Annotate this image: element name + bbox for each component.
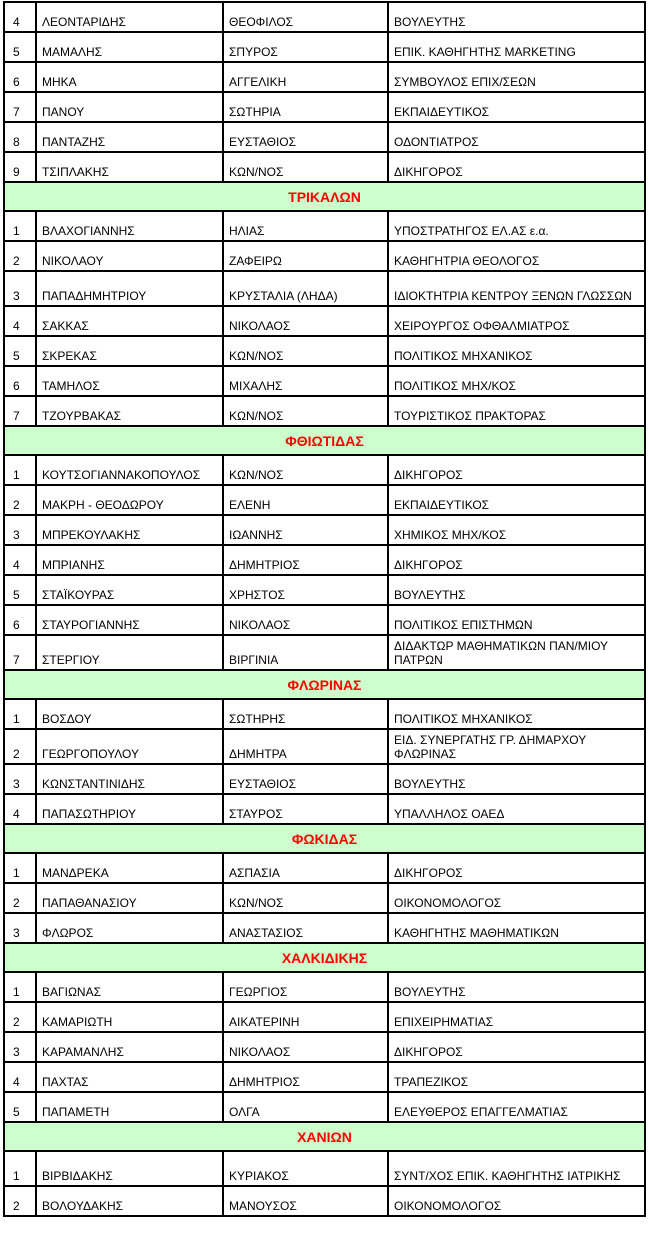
- row-number: 5: [4, 575, 36, 605]
- row-number: 4: [4, 306, 36, 336]
- surname-cell: ΓΕΩΡΓΟΠΟΥΛΟΥ: [36, 729, 223, 764]
- surname-cell: ΤΖΟΥΡΒΑΚΑΣ: [36, 396, 223, 426]
- section-title: ΦΘΙΩΤΙΔΑΣ: [4, 426, 645, 455]
- surname-cell: ΠΑΝΟΥ: [36, 92, 223, 122]
- table-row: [4, 764, 645, 794]
- row-number: 4: [4, 1062, 36, 1092]
- first-name-cell: ΔΗΜΗΤΡΙΟΣ: [223, 1062, 388, 1092]
- profession-cell: ΒΟΥΛΕΥΤΗΣ: [388, 764, 645, 794]
- surname-cell: ΣΑΚΚΑΣ: [36, 306, 223, 336]
- surname-cell: ΚΟΥΤΣΟΓΙΑΝΝΑΚΟΠΟΥΛΟΣ: [36, 455, 223, 485]
- table-row: [4, 2, 645, 32]
- table-row: [4, 605, 645, 635]
- row-number: 2: [4, 1186, 36, 1216]
- section-title: ΧΑΝΙΩΝ: [4, 1122, 645, 1151]
- row-number: 2: [4, 883, 36, 913]
- surname-cell: ΠΑΠΑΜΕΤΗ: [36, 1092, 223, 1122]
- surname-cell: ΠΑΝΤΑΖΗΣ: [36, 122, 223, 152]
- first-name-cell: ΑΙΚΑΤΕΡΙΝΗ: [223, 1002, 388, 1032]
- table-row: [4, 515, 645, 545]
- table-row: [4, 455, 645, 485]
- profession-cell: ΠΟΛΙΤΙΚΟΣ ΜΗΧ/ΚΟΣ: [388, 366, 645, 396]
- profession-cell: ΒΟΥΛΕΥΤΗΣ: [388, 2, 645, 32]
- surname-cell: ΠΑΠΑΣΩΤΗΡΙΟΥ: [36, 794, 223, 824]
- profession-cell: ΙΔΙΟΚΤΗΤΡΙΑ ΚΕΝΤΡΟΥ ΞΕΝΩΝ ΓΛΩΣΣΩΝ: [388, 271, 645, 306]
- row-number: 5: [4, 336, 36, 366]
- surname-cell: ΣΤΑΪΚΟΥΡΑΣ: [36, 575, 223, 605]
- row-number: 3: [4, 271, 36, 306]
- table-row: [4, 32, 645, 62]
- row-number: 6: [4, 366, 36, 396]
- section-title: ΧΑΛΚΙΔΙΚΗΣ: [4, 943, 645, 972]
- table-row: [4, 545, 645, 575]
- first-name-cell: ΚΩΝ/ΝΟΣ: [223, 152, 388, 182]
- row-number: 3: [4, 515, 36, 545]
- table-row: [4, 306, 645, 336]
- section-header: [4, 943, 645, 972]
- first-name-cell: ΕΥΣΤΑΘΙΟΣ: [223, 764, 388, 794]
- first-name-cell: ΖΑΦΕΙΡΩ: [223, 241, 388, 271]
- first-name-cell: ΚΩΝ/ΝΟΣ: [223, 455, 388, 485]
- row-number: 2: [4, 241, 36, 271]
- table-row: [4, 152, 645, 182]
- candidates-table: [3, 1, 646, 1217]
- first-name-cell: ΑΓΓΕΛΙΚΗ: [223, 62, 388, 92]
- surname-cell: ΒΟΛΟΥΔΑΚΗΣ: [36, 1186, 223, 1216]
- section-title: ΦΛΩΡΙΝΑΣ: [4, 670, 645, 699]
- first-name-cell: ΔΗΜΗΤΡΙΟΣ: [223, 545, 388, 575]
- first-name-cell: ΣΤΑΥΡΟΣ: [223, 794, 388, 824]
- profession-cell: ΠΟΛΙΤΙΚΟΣ ΕΠΙΣΤΗΜΩΝ: [388, 605, 645, 635]
- first-name-cell: ΟΛΓΑ: [223, 1092, 388, 1122]
- surname-cell: ΣΚΡΕΚΑΣ: [36, 336, 223, 366]
- row-number: 3: [4, 913, 36, 943]
- surname-cell: ΜΑΚΡΗ - ΘΕΟΔΩΡΟΥ: [36, 485, 223, 515]
- first-name-cell: ΑΝΑΣΤΑΣΙΟΣ: [223, 913, 388, 943]
- first-name-cell: ΚΥΡΙΑΚΟΣ: [223, 1151, 388, 1186]
- surname-cell: ΒΟΣΔΟΥ: [36, 699, 223, 729]
- table-row: [4, 972, 645, 1002]
- surname-cell: ΛΕΟΝΤΑΡΙΔΗΣ: [36, 2, 223, 32]
- table-row: [4, 1151, 645, 1186]
- surname-cell: ΒΙΡΒΙΔΑΚΗΣ: [36, 1151, 223, 1186]
- surname-cell: ΤΑΜΗΛΟΣ: [36, 366, 223, 396]
- profession-cell: ΥΠΟΣΤΡΑΤΗΓΟΣ ΕΛ.ΑΣ ε.α.: [388, 211, 645, 241]
- profession-cell: ΒΟΥΛΕΥΤΗΣ: [388, 575, 645, 605]
- row-number: 5: [4, 1092, 36, 1122]
- table-row: [4, 853, 645, 883]
- surname-cell: ΠΑΠΑΘΑΝΑΣΙΟΥ: [36, 883, 223, 913]
- first-name-cell: ΔΗΜΗΤΡΑ: [223, 729, 388, 764]
- surname-cell: ΚΩΝΣΤΑΝΤΙΝΙΔΗΣ: [36, 764, 223, 794]
- table-row: [4, 366, 645, 396]
- section-header: [4, 426, 645, 455]
- section-header: [4, 824, 645, 853]
- table-row: [4, 883, 645, 913]
- surname-cell: ΜΗΚΑ: [36, 62, 223, 92]
- row-number: 2: [4, 485, 36, 515]
- section-header: [4, 182, 645, 211]
- table-row: [4, 1186, 645, 1216]
- row-number: 2: [4, 729, 36, 764]
- table-row: [4, 1062, 645, 1092]
- row-number: 7: [4, 396, 36, 426]
- surname-cell: ΦΛΩΡΟΣ: [36, 913, 223, 943]
- surname-cell: ΜΠΡΙΑΝΗΣ: [36, 545, 223, 575]
- surname-cell: ΣΤΑΥΡΟΓΙΑΝΝΗΣ: [36, 605, 223, 635]
- profession-cell: ΕΠΙΧΕΙΡΗΜΑΤΙΑΣ: [388, 1002, 645, 1032]
- first-name-cell: ΕΥΣΤΑΘΙΟΣ: [223, 122, 388, 152]
- profession-cell: ΤΟΥΡΙΣΤΙΚΟΣ ΠΡΑΚΤΟΡΑΣ: [388, 396, 645, 426]
- profession-cell: ΕΙΔ. ΣΥΝΕΡΓΑΤΗΣ ΓΡ. ΔΗΜΑΡΧΟΥ ΦΛΩΡΙΝΑΣ: [388, 729, 645, 764]
- surname-cell: ΒΑΓΙΩΝΑΣ: [36, 972, 223, 1002]
- surname-cell: ΜΑΜΑΛΗΣ: [36, 32, 223, 62]
- first-name-cell: ΝΙΚΟΛΑΟΣ: [223, 306, 388, 336]
- first-name-cell: ΚΩΝ/ΝΟΣ: [223, 396, 388, 426]
- row-number: 6: [4, 605, 36, 635]
- first-name-cell: ΣΩΤΗΡΗΣ: [223, 699, 388, 729]
- row-number: 4: [4, 545, 36, 575]
- profession-cell: ΔΙΚΗΓΟΡΟΣ: [388, 853, 645, 883]
- first-name-cell: ΙΩΑΝΝΗΣ: [223, 515, 388, 545]
- row-number: 6: [4, 62, 36, 92]
- profession-cell: ΔΙΔΑΚΤΩΡ ΜΑΘΗΜΑΤΙΚΩΝ ΠΑΝ/ΜΙΟΥ ΠΑΤΡΩΝ: [388, 635, 645, 670]
- profession-cell: ΒΟΥΛΕΥΤΗΣ: [388, 972, 645, 1002]
- row-number: 1: [4, 972, 36, 1002]
- profession-cell: ΠΟΛΙΤΙΚΟΣ ΜΗΧΑΝΙΚΟΣ: [388, 336, 645, 366]
- profession-cell: ΔΙΚΗΓΟΡΟΣ: [388, 152, 645, 182]
- surname-cell: ΚΑΜΑΡΙΩΤΗ: [36, 1002, 223, 1032]
- table-row: [4, 699, 645, 729]
- profession-cell: ΚΑΘΗΓΗΤΡΙΑ ΘΕΟΛΟΓΟΣ: [388, 241, 645, 271]
- profession-cell: ΧΕΙΡΟΥΡΓΟΣ ΟΦΘΑΛΜΙΑΤΡΟΣ: [388, 306, 645, 336]
- candidates-table-body: [4, 2, 645, 1216]
- row-number: 7: [4, 635, 36, 670]
- first-name-cell: ΓΕΩΡΓΙΟΣ: [223, 972, 388, 1002]
- profession-cell: ΕΛΕΥΘΕΡΟΣ ΕΠΑΓΓΕΛΜΑΤΙΑΣ: [388, 1092, 645, 1122]
- surname-cell: ΠΑΧΤΑΣ: [36, 1062, 223, 1092]
- table-row: [4, 729, 645, 764]
- profession-cell: ΟΔΟΝΤΙΑΤΡΟΣ: [388, 122, 645, 152]
- surname-cell: ΒΛΑΧΟΓΙΑΝΝΗΣ: [36, 211, 223, 241]
- table-row: [4, 1092, 645, 1122]
- first-name-cell: ΑΣΠΑΣΙΑ: [223, 853, 388, 883]
- profession-cell: ΧΗΜΙΚΟΣ ΜΗΧ/ΚΟΣ: [388, 515, 645, 545]
- table-row: [4, 1002, 645, 1032]
- row-number: 8: [4, 122, 36, 152]
- surname-cell: ΜΠΡΕΚΟΥΛΑΚΗΣ: [36, 515, 223, 545]
- first-name-cell: ΚΡΥΣΤΑΛΙΑ (ΛΗΔΑ): [223, 271, 388, 306]
- first-name-cell: ΝΙΚΟΛΑΟΣ: [223, 605, 388, 635]
- table-row: [4, 271, 645, 306]
- row-number: 1: [4, 455, 36, 485]
- first-name-cell: ΣΩΤΗΡΙΑ: [223, 92, 388, 122]
- first-name-cell: ΚΩΝ/ΝΟΣ: [223, 336, 388, 366]
- first-name-cell: ΝΙΚΟΛΑΟΣ: [223, 1032, 388, 1062]
- row-number: 2: [4, 1002, 36, 1032]
- profession-cell: ΣΥΝΤ/ΧΟΣ ΕΠΙΚ. ΚΑΘΗΓΗΤΗΣ ΙΑΤΡΙΚΗΣ: [388, 1151, 645, 1186]
- first-name-cell: ΒΙΡΓΙΝΙΑ: [223, 635, 388, 670]
- profession-cell: ΕΚΠΑΙΔΕΥΤΙΚΟΣ: [388, 485, 645, 515]
- profession-cell: ΕΚΠΑΙΔΕΥΤΙΚΟΣ: [388, 92, 645, 122]
- section-title: ΤΡΙΚΑΛΩΝ: [4, 182, 645, 211]
- row-number: 4: [4, 794, 36, 824]
- row-number: 9: [4, 152, 36, 182]
- profession-cell: ΕΠΙΚ. ΚΑΘΗΓΗΤΗΣ MARKETING: [388, 32, 645, 62]
- profession-cell: ΚΑΘΗΓΗΤΗΣ ΜΑΘΗΜΑΤΙΚΩΝ: [388, 913, 645, 943]
- section-header: [4, 670, 645, 699]
- first-name-cell: ΗΛΙΑΣ: [223, 211, 388, 241]
- surname-cell: ΚΑΡΑΜΑΝΛΗΣ: [36, 1032, 223, 1062]
- table-row: [4, 575, 645, 605]
- table-row: [4, 794, 645, 824]
- section-title: ΦΩΚΙΔΑΣ: [4, 824, 645, 853]
- table-row: [4, 396, 645, 426]
- surname-cell: ΠΑΠΑΔΗΜΗΤΡΙΟΥ: [36, 271, 223, 306]
- profession-cell: ΔΙΚΗΓΟΡΟΣ: [388, 455, 645, 485]
- profession-cell: ΣΥΜΒΟΥΛΟΣ ΕΠΙΧ/ΣΕΩΝ: [388, 62, 645, 92]
- surname-cell: ΝΙΚΟΛΑΟΥ: [36, 241, 223, 271]
- table-row: [4, 211, 645, 241]
- row-number: 1: [4, 1151, 36, 1186]
- first-name-cell: ΚΩΝ/ΝΟΣ: [223, 883, 388, 913]
- first-name-cell: ΕΛΕΝΗ: [223, 485, 388, 515]
- first-name-cell: ΜΑΝΟΥΣΟΣ: [223, 1186, 388, 1216]
- table-row: [4, 122, 645, 152]
- row-number: 5: [4, 32, 36, 62]
- table-row: [4, 635, 645, 670]
- row-number: 4: [4, 2, 36, 32]
- first-name-cell: ΜΙΧΑΛΗΣ: [223, 366, 388, 396]
- profession-cell: ΠΟΛΙΤΙΚΟΣ ΜΗΧΑΝΙΚΟΣ: [388, 699, 645, 729]
- profession-cell: ΤΡΑΠΕΖΙΚΟΣ: [388, 1062, 645, 1092]
- profession-cell: ΥΠΑΛΛΗΛΟΣ ΟΑΕΔ: [388, 794, 645, 824]
- first-name-cell: ΣΠΥΡΟΣ: [223, 32, 388, 62]
- profession-cell: ΔΙΚΗΓΟΡΟΣ: [388, 545, 645, 575]
- row-number: 3: [4, 764, 36, 794]
- section-header: [4, 1122, 645, 1151]
- first-name-cell: ΧΡΗΣΤΟΣ: [223, 575, 388, 605]
- table-row: [4, 92, 645, 122]
- row-number: 1: [4, 853, 36, 883]
- row-number: 3: [4, 1032, 36, 1062]
- table-row: [4, 241, 645, 271]
- table-row: [4, 62, 645, 92]
- profession-cell: ΟΙΚΟΝΟΜΟΛΟΓΟΣ: [388, 883, 645, 913]
- surname-cell: ΤΣΙΠΛΑΚΗΣ: [36, 152, 223, 182]
- surname-cell: ΜΑΝΔΡΕΚΑ: [36, 853, 223, 883]
- table-row: [4, 336, 645, 366]
- table-row: [4, 1032, 645, 1062]
- profession-cell: ΔΙΚΗΓΟΡΟΣ: [388, 1032, 645, 1062]
- row-number: 7: [4, 92, 36, 122]
- table-row: [4, 913, 645, 943]
- first-name-cell: ΘΕΟΦΙΛΟΣ: [223, 2, 388, 32]
- row-number: 1: [4, 699, 36, 729]
- surname-cell: ΣΤΕΡΓΙΟΥ: [36, 635, 223, 670]
- table-row: [4, 485, 645, 515]
- profession-cell: ΟΙΚΟΝΟΜΟΛΟΓΟΣ: [388, 1186, 645, 1216]
- row-number: 1: [4, 211, 36, 241]
